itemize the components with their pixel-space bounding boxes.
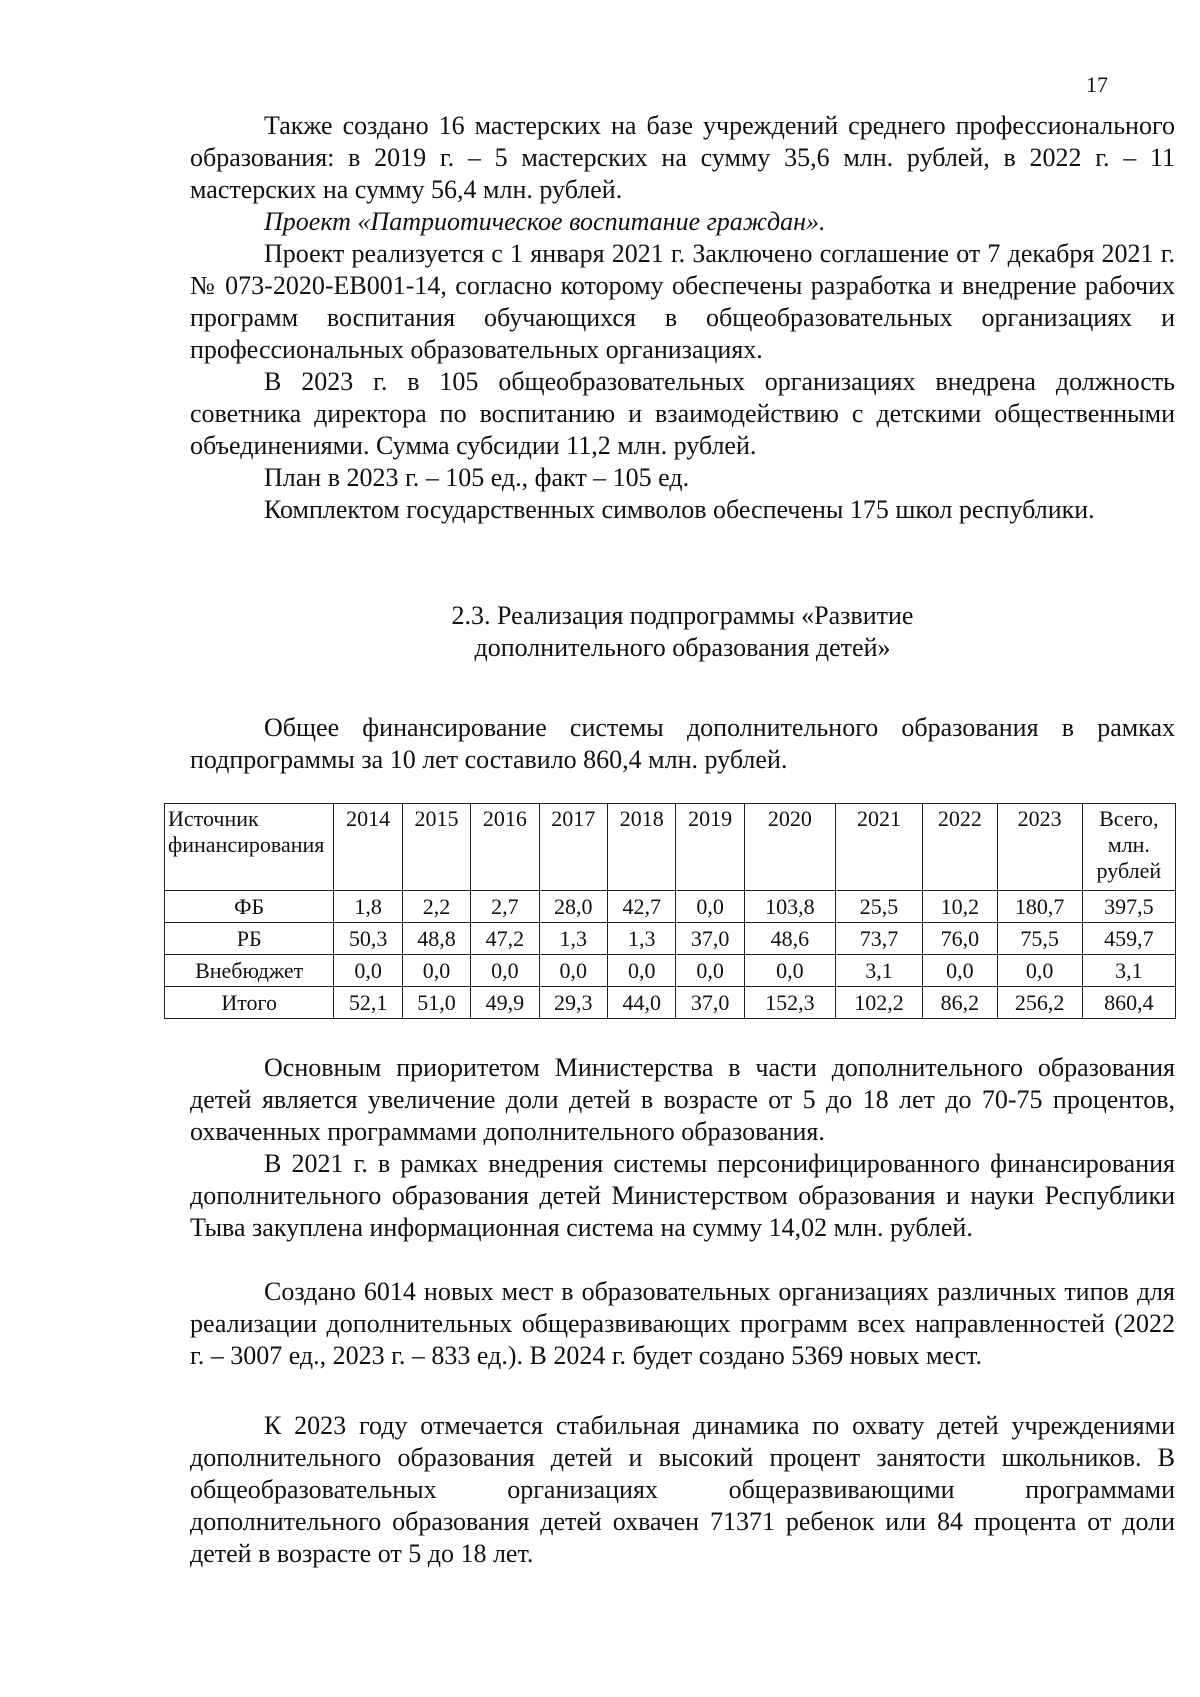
table-cell: 0,0 (676, 891, 744, 923)
table-cell: 75,5 (997, 923, 1082, 955)
table-cell: 0,0 (923, 955, 998, 987)
paragraph-total-financing: Общее финансирование системы дополнительного образования в рамках подпрограммы за 10 лет составило 860,4 млн. рублей. (190, 713, 1175, 774)
table-header-row (165, 804, 1176, 891)
table-cell: 1,3 (607, 923, 675, 955)
table-cell: 48,8 (402, 923, 470, 955)
paragraph-new-places: Создано 6014 новых мест в образовательных организациях различных типов для реализации дополнительных общеразвивающих программ всех направленностей (2022 г. – 3007 ед., 2023 г. – 833 ед.). В 2024 г. будет создано 5369 новых мест. (190, 1277, 1175, 1370)
row-total: 459,7 (1082, 923, 1175, 955)
header-source: Источник финансирования (165, 804, 334, 891)
table-cell: 86,2 (923, 987, 998, 1019)
table-cell: 47,2 (471, 923, 539, 955)
table-cell: 50,3 (334, 923, 402, 955)
row-total: 860,4 (1082, 987, 1175, 1019)
table-row (165, 987, 1176, 1019)
paragraph-personified-financing: В 2021 г. в рамках внедрения системы персонифицированного финансирования дополнительного образования детей Министерством образования и науки Республики Тыва закуплена информационная система на сумму 14,02 млн. рублей. (190, 1149, 1175, 1242)
table-cell: 256,2 (997, 987, 1082, 1019)
table-cell: 25,5 (836, 891, 923, 923)
row-source: РБ (165, 923, 334, 955)
table-cell: 44,0 (607, 987, 675, 1019)
table-cell: 0,0 (471, 955, 539, 987)
row-total: 397,5 (1082, 891, 1175, 923)
table-cell: 152,3 (744, 987, 835, 1019)
header-year: 2017 (539, 804, 607, 891)
table-cell: 1,8 (334, 891, 402, 923)
header-year: 2014 (334, 804, 402, 891)
table-cell: 103,8 (744, 891, 835, 923)
row-source: Итого (165, 987, 334, 1019)
table-cell: 0,0 (334, 955, 402, 987)
header-year: 2019 (676, 804, 744, 891)
header-total: Всего, млн. рублей (1082, 804, 1175, 891)
table-cell: 73,7 (836, 923, 923, 955)
table-row (165, 955, 1176, 987)
header-year: 2015 (402, 804, 470, 891)
project-title-patriotic: Проект «Патриотическое воспитание граждан». (264, 207, 826, 236)
paragraph-state-symbols: Комплектом государственных символов обеспечены 175 школ республики. (264, 495, 1095, 524)
table-cell: 180,7 (997, 891, 1082, 923)
table-cell: 29,3 (539, 987, 607, 1019)
header-year: 2022 (923, 804, 998, 891)
paragraph-workshops: Также создано 16 мастерских на базе учреждений среднего профессионального образования: в 2019 г. – 5 мастерских на сумму 35,6 млн. рублей, в 2022 г. – 11 мастерских на сумму 56,4 млн. рублей. (190, 111, 1175, 204)
table-cell: 37,0 (676, 923, 744, 955)
table-cell: 2,7 (471, 891, 539, 923)
table-cell: 0,0 (539, 955, 607, 987)
page-number: 17 (1086, 72, 1108, 97)
table-cell: 0,0 (997, 955, 1082, 987)
paragraph-main-priority: Основным приоритетом Министерства в части дополнительного образования детей является увеличение доли детей в возрасте от 5 до 18 лет до 70-75 процентов, охваченных программами дополнительного образования. (190, 1053, 1175, 1146)
section-heading-line2: дополнительного образования детей» (474, 633, 891, 662)
table-cell: 10,2 (923, 891, 998, 923)
paragraph-coverage: К 2023 году отмечается стабильная динамика по охвату детей учреждениями дополнительного образования детей и высокий процент занятости школьников. В общеобразовательных организациях общеразвивающими программами дополнительного образования детей охвачен 71371 ребенок или 84 процента от доли детей в возрасте от 5 до 18 лет. (190, 1411, 1175, 1568)
header-year: 2021 (836, 804, 923, 891)
table-row (165, 891, 1176, 923)
table-cell: 42,7 (607, 891, 675, 923)
header-year: 2018 (607, 804, 675, 891)
header-year: 2020 (744, 804, 835, 891)
row-source: ФБ (165, 891, 334, 923)
paragraph-project-agreement: Проект реализуется с 1 января 2021 г. Заключено соглашение от 7 декабря 2021 г. № 073-2020-ЕВ001-14, согласно которому обеспечены разработка и внедрение рабочих программ воспитания обучающихся в общеобразовательных организациях и профессиональных образовательных организациях. (190, 239, 1175, 364)
table-cell: 49,9 (471, 987, 539, 1019)
paragraph-plan-fact: План в 2023 г. – 105 ед., факт – 105 ед. (264, 463, 690, 492)
table-cell: 76,0 (923, 923, 998, 955)
financing-table (164, 803, 1176, 1019)
table-cell: 1,3 (539, 923, 607, 955)
table-cell: 0,0 (607, 955, 675, 987)
row-total: 3,1 (1082, 955, 1175, 987)
row-source: Внебюджет (165, 955, 334, 987)
table-cell: 37,0 (676, 987, 744, 1019)
table-cell: 28,0 (539, 891, 607, 923)
section-heading-line1: 2.3. Реализация подпрограммы «Развитие (451, 601, 914, 630)
table-cell: 0,0 (744, 955, 835, 987)
table-row (165, 923, 1176, 955)
table-cell: 2,2 (402, 891, 470, 923)
table-cell: 48,6 (744, 923, 835, 955)
table-cell: 52,1 (334, 987, 402, 1019)
header-year: 2023 (997, 804, 1082, 891)
table-cell: 0,0 (402, 955, 470, 987)
table-cell: 51,0 (402, 987, 470, 1019)
table-cell: 102,2 (836, 987, 923, 1019)
table-cell: 0,0 (676, 955, 744, 987)
header-year: 2016 (471, 804, 539, 891)
paragraph-advisor-position: В 2023 г. в 105 общеобразовательных организациях внедрена должность советника директора по воспитанию и взаимодействию с детскими общественными объединениями. Сумма субсидии 11,2 млн. рублей. (190, 367, 1175, 460)
table-cell: 3,1 (836, 955, 923, 987)
